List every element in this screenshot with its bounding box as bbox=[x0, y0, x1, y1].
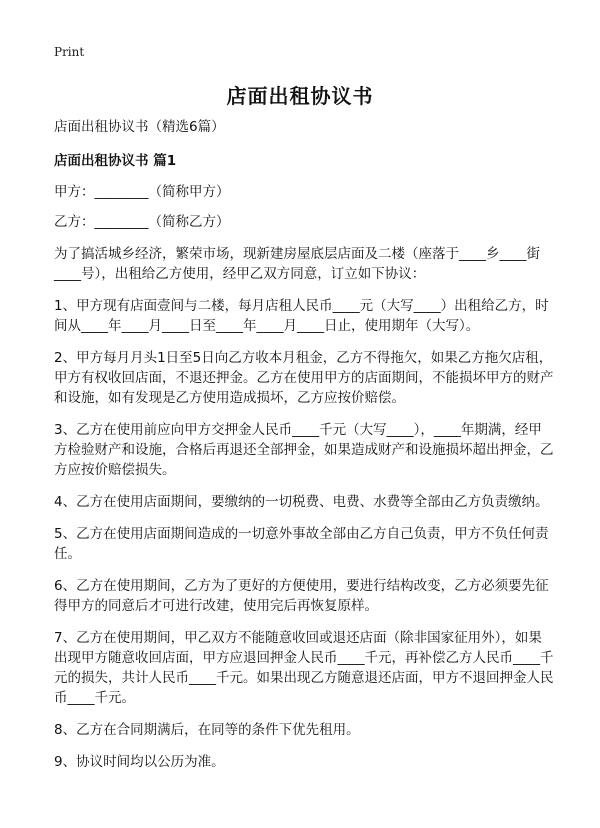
party-a-line: 甲方：________（简称甲方） bbox=[54, 184, 230, 200]
page-title: 店面出租协议书 bbox=[226, 84, 374, 108]
document-body bbox=[54, 116, 554, 772]
clause-6: 6、乙方在使用期间，乙方为了更好的方便使用，要进行结构改变，乙方必须要先征得甲方的同意后才可进行改建，使用完后再恢复原样。 bbox=[54, 578, 549, 614]
intro-paragraph: 为了搞活城乡经济，繁荣市场，现新建房屋底层店面及二楼（座落于____乡____街____号），出租给乙方使用，经甲乙双方同意，订立如下协议： bbox=[54, 246, 540, 282]
party-b-line: 乙方：________（简称乙方） bbox=[54, 214, 230, 230]
clause-2: 2、甲方每月月头1日至5日向乙方收本月租金，乙方不得拖欠，如果乙方拖欠店租，甲方有权收回店面，不退还押金。乙方在使用甲方的店面期间，不能损坏甲方的财产和设施，如有发现是乙方使用造成损坏，乙方应按价赔偿。 bbox=[54, 350, 554, 406]
clause-1: 1、甲方现有店面壹间与二楼，每月店租人民币____元（大写____）出租给乙方，时间从____年____月____日至____年____月____日止，使用期年（大写）。 bbox=[54, 298, 549, 334]
clause-9: 9、协议时间均以公历为准。 bbox=[54, 754, 225, 770]
document-subtitle: 店面出租协议书（精选6篇） bbox=[54, 119, 225, 135]
section-heading: 店面出租协议书 篇1 bbox=[54, 153, 177, 169]
clause-7: 7、乙方在使用期间，甲乙双方不能随意收回或退还店面（除非国家征用外），如果出现甲方随意收回店面，甲方应退回押金人民币____千元，再补偿乙方人民币____千元的损失，共计人民币____千元。如果出现乙方随意退还店面，甲方不退回押金人民币____千元。 bbox=[54, 630, 554, 706]
clause-5: 5、乙方在使用店面期间造成的一切意外事故全部由乙方自己负责，甲方不负任何责任。 bbox=[54, 526, 549, 562]
clause-4: 4、乙方在使用店面期间，要缴纳的一切税费、电费、水费等全部由乙方负责缴纳。 bbox=[54, 494, 549, 510]
clause-3: 3、乙方在使用前应向甲方交押金人民币____千元（大写____），____年期满，经甲方检验财产和设施，合格后再退还全部押金，如果造成财产和设施损坏超出押金，乙方应按价赔偿损失。 bbox=[54, 422, 554, 478]
clause-8: 8、乙方在合同期满后，在同等的条件下优先租用。 bbox=[54, 722, 360, 738]
print-link[interactable]: Print bbox=[54, 45, 85, 59]
